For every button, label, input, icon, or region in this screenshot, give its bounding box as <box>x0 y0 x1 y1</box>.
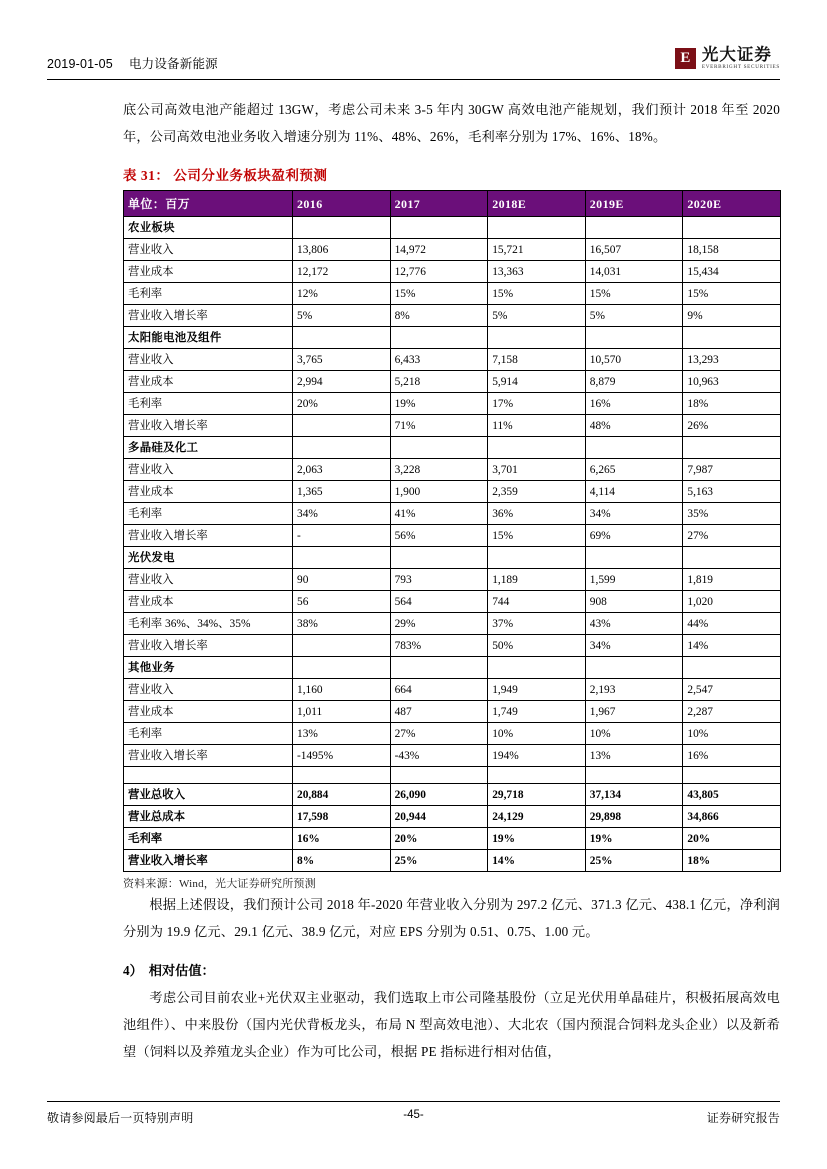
table-cell: 2,547 <box>683 679 781 701</box>
table-row-label: 多晶硅及化工 <box>124 437 293 459</box>
table-row-label: 农业板块 <box>124 217 293 239</box>
table-cell: 8% <box>390 305 488 327</box>
table-row-label: 毛利率 <box>124 828 293 850</box>
table-cell: 41% <box>390 503 488 525</box>
table-cell: 29,718 <box>488 784 586 806</box>
table-row <box>124 635 781 657</box>
table-cell: 13% <box>585 745 683 767</box>
table-cell: 7,158 <box>488 349 586 371</box>
segment-forecast-table <box>123 190 781 872</box>
table-cell: 3,228 <box>390 459 488 481</box>
table-cell: 37% <box>488 613 586 635</box>
table-row-label: 营业成本 <box>124 701 293 723</box>
table-cell <box>293 657 391 679</box>
table-cell: 38% <box>293 613 391 635</box>
subsection-number: 4） <box>123 963 143 978</box>
table-cell: 5,914 <box>488 371 586 393</box>
table-cell <box>585 657 683 679</box>
table-cell: 20,944 <box>390 806 488 828</box>
table-cell: 9% <box>683 305 781 327</box>
table-cell: 20% <box>390 828 488 850</box>
table-cell: 10% <box>683 723 781 745</box>
table-row-label: 营业收入 <box>124 349 293 371</box>
table-cell: 43,805 <box>683 784 781 806</box>
table-cell: 13% <box>293 723 391 745</box>
table-row-label: 毛利率 <box>124 503 293 525</box>
table-source-note: 资料来源：Wind，光大证券研究所预测 <box>123 878 316 890</box>
table-row-label: 营业收入 <box>124 569 293 591</box>
table-cell: 15% <box>390 283 488 305</box>
table-cell: 34% <box>293 503 391 525</box>
table-cell: 14% <box>683 635 781 657</box>
table-cell: 10,963 <box>683 371 781 393</box>
table-cell: 12% <box>293 283 391 305</box>
table-row <box>124 327 781 349</box>
table-cell: 71% <box>390 415 488 437</box>
table-cell: 1,160 <box>293 679 391 701</box>
table-cell: -43% <box>390 745 488 767</box>
table-cell <box>293 415 391 437</box>
table-cell: 34,866 <box>683 806 781 828</box>
table-row <box>124 217 781 239</box>
header-date: 2019-01-05 <box>47 57 113 71</box>
table-row <box>124 613 781 635</box>
table-cell: 6,433 <box>390 349 488 371</box>
table-cell <box>488 767 586 784</box>
table-cell: 2,287 <box>683 701 781 723</box>
table-cell: 25% <box>390 850 488 872</box>
table-row <box>124 723 781 745</box>
table-cell: 7,987 <box>683 459 781 481</box>
table-row <box>124 459 781 481</box>
table-cell <box>390 327 488 349</box>
table-cell <box>683 327 781 349</box>
page-content <box>123 96 780 1067</box>
table-row <box>124 481 781 503</box>
table-row <box>124 657 781 679</box>
table-cell: 26% <box>683 415 781 437</box>
table-cell: 664 <box>390 679 488 701</box>
table-cell <box>293 547 391 569</box>
table-row <box>124 415 781 437</box>
table-row <box>124 679 781 701</box>
table-cell: 34% <box>585 635 683 657</box>
table-cell: 29,898 <box>585 806 683 828</box>
table-cell: 1,365 <box>293 481 391 503</box>
table-cell: 6,265 <box>585 459 683 481</box>
table-cell <box>390 767 488 784</box>
table-cell: 15% <box>488 283 586 305</box>
header-sector: 电力设备新能源 <box>128 57 218 71</box>
table-row-label <box>124 767 293 784</box>
table-cell: 56% <box>390 525 488 547</box>
table-cell: 36% <box>488 503 586 525</box>
table-cell: 37,134 <box>585 784 683 806</box>
table-row-label: 太阳能电池及组件 <box>124 327 293 349</box>
table-cell: 16,507 <box>585 239 683 261</box>
table-cell: 20% <box>293 393 391 415</box>
table-header-cell: 2018E <box>488 191 586 217</box>
table-cell: 783% <box>390 635 488 657</box>
table-row <box>124 767 781 784</box>
table-cell: 69% <box>585 525 683 547</box>
table-cell: 12,776 <box>390 261 488 283</box>
table-cell <box>488 327 586 349</box>
table-row <box>124 745 781 767</box>
footer-report-type: 证券研究报告 <box>706 1111 780 1125</box>
table-cell: 27% <box>390 723 488 745</box>
header-divider <box>47 79 780 80</box>
table-cell: 16% <box>293 828 391 850</box>
table-cell: 13,806 <box>293 239 391 261</box>
table-cell: 1,967 <box>585 701 683 723</box>
table-row <box>124 806 781 828</box>
table-cell <box>585 437 683 459</box>
header-left-text <box>47 54 218 72</box>
table-row-label: 营业收入增长率 <box>124 745 293 767</box>
table-cell: 194% <box>488 745 586 767</box>
exhibit-caption: 公司分业务板块盈利预测 <box>173 168 328 183</box>
table-cell <box>683 657 781 679</box>
table-row-label: 营业收入 <box>124 459 293 481</box>
footer-divider <box>47 1101 780 1102</box>
table-row <box>124 305 781 327</box>
table-cell: 1,599 <box>585 569 683 591</box>
table-cell: 12,172 <box>293 261 391 283</box>
table-row-label: 其他业务 <box>124 657 293 679</box>
table-row <box>124 393 781 415</box>
paragraph-forecast-summary: 根据上述假设，我们预计公司 2018 年-2020 年营业收入分别为 297.2 亿元、371.3 亿元、438.1 亿元，净利润分别为 19.9 亿元、29.1 亿元、38.9 亿元，对应 EPS 分别为 0.51、0.75、1.00 元。 <box>123 897 780 939</box>
table-cell <box>293 327 391 349</box>
table-cell: 18,158 <box>683 239 781 261</box>
table-cell: 1,189 <box>488 569 586 591</box>
table-cell: 19% <box>390 393 488 415</box>
table-cell: 13,293 <box>683 349 781 371</box>
footer-page-number: -45- <box>403 1109 424 1121</box>
table-cell <box>390 217 488 239</box>
table-cell <box>585 767 683 784</box>
paragraph-assumptions: 底公司高效电池产能超过 13GW，考虑公司未来 3-5 年内 30GW 高效电池产能规划，我们预计 2018 年至 2020 年，公司高效电池业务收入增速分别为 11%、48%、26%，毛利率分别为 17%、16%、18%。 <box>123 102 780 144</box>
table-cell: 14,031 <box>585 261 683 283</box>
table-cell: -1495% <box>293 745 391 767</box>
table-cell: 24,129 <box>488 806 586 828</box>
table-cell <box>488 547 586 569</box>
table-row-label: 营业收入增长率 <box>124 635 293 657</box>
table-cell: 20,884 <box>293 784 391 806</box>
table-header-cell: 2016 <box>293 191 391 217</box>
table-cell: 5% <box>488 305 586 327</box>
exhibit-title <box>123 164 780 184</box>
table-cell: 2,193 <box>585 679 683 701</box>
table-cell: 29% <box>390 613 488 635</box>
table-row <box>124 437 781 459</box>
table-cell: 5,218 <box>390 371 488 393</box>
page-header <box>47 45 780 86</box>
table-cell: 14,972 <box>390 239 488 261</box>
table-cell: 15% <box>683 283 781 305</box>
table-cell <box>585 217 683 239</box>
logo-chinese-name: 光大证券 <box>701 45 772 64</box>
table-cell <box>293 767 391 784</box>
table-cell: 1,749 <box>488 701 586 723</box>
table-cell: 16% <box>585 393 683 415</box>
table-cell: 14% <box>488 850 586 872</box>
table-cell: 1,949 <box>488 679 586 701</box>
table-cell: 2,359 <box>488 481 586 503</box>
table-row-label: 毛利率 <box>124 393 293 415</box>
table-cell: 1,011 <box>293 701 391 723</box>
table-row <box>124 850 781 872</box>
table-cell: 90 <box>293 569 391 591</box>
table-body <box>124 217 781 872</box>
table-cell: 4,114 <box>585 481 683 503</box>
table-cell: 25% <box>585 850 683 872</box>
table-cell: 8% <box>293 850 391 872</box>
table-row <box>124 503 781 525</box>
table-cell <box>683 767 781 784</box>
table-header-row <box>124 191 781 217</box>
table-row-label: 毛利率 <box>124 723 293 745</box>
table-row <box>124 784 781 806</box>
table-cell <box>488 657 586 679</box>
page-footer <box>47 1101 780 1131</box>
table-cell: 17,598 <box>293 806 391 828</box>
table-cell: 15,721 <box>488 239 586 261</box>
subsection-heading <box>123 957 780 984</box>
table-row <box>124 371 781 393</box>
table-cell: 19% <box>488 828 586 850</box>
table-row <box>124 261 781 283</box>
table-row <box>124 591 781 613</box>
table-cell: 10% <box>585 723 683 745</box>
table-header-cell: 2020E <box>683 191 781 217</box>
logo-text <box>702 46 780 71</box>
table-cell: 3,765 <box>293 349 391 371</box>
table-row-label: 营业收入增长率 <box>124 305 293 327</box>
table-row-label: 毛利率 36%、34%、35% <box>124 613 293 635</box>
table-cell: 1,020 <box>683 591 781 613</box>
table-cell: 10% <box>488 723 586 745</box>
table-cell: 26,090 <box>390 784 488 806</box>
table-cell <box>585 547 683 569</box>
table-cell: 3,701 <box>488 459 586 481</box>
table-cell: 15% <box>488 525 586 547</box>
table-row <box>124 569 781 591</box>
footer-disclaimer: 敬请参阅最后一页特别声明 <box>47 1111 194 1125</box>
table-row-label: 营业成本 <box>124 371 293 393</box>
table-cell: 2,063 <box>293 459 391 481</box>
table-cell: 5,163 <box>683 481 781 503</box>
table-header-cell: 2019E <box>585 191 683 217</box>
table-row-label: 营业收入增长率 <box>124 850 293 872</box>
table-cell: 10,570 <box>585 349 683 371</box>
table-cell <box>683 217 781 239</box>
table-row <box>124 547 781 569</box>
table-header-cell: 单位：百万 <box>124 191 293 217</box>
table-cell: 56 <box>293 591 391 613</box>
table-cell <box>683 547 781 569</box>
table-cell: 44% <box>683 613 781 635</box>
table-row-label: 营业总收入 <box>124 784 293 806</box>
table-cell: 487 <box>390 701 488 723</box>
table-cell <box>390 547 488 569</box>
table-row <box>124 239 781 261</box>
table-row <box>124 283 781 305</box>
table-cell: 2,994 <box>293 371 391 393</box>
table-row-label: 营业成本 <box>124 261 293 283</box>
table-row-label: 营业收入 <box>124 679 293 701</box>
table-cell <box>293 635 391 657</box>
table-row <box>124 701 781 723</box>
table-cell: 13,363 <box>488 261 586 283</box>
table-cell: 908 <box>585 591 683 613</box>
table-cell: 43% <box>585 613 683 635</box>
table-cell: 8,879 <box>585 371 683 393</box>
table-row <box>124 828 781 850</box>
table-cell: 11% <box>488 415 586 437</box>
logo-mark-icon: E <box>675 48 696 69</box>
table-cell: 564 <box>390 591 488 613</box>
table-header-cell: 2017 <box>390 191 488 217</box>
table-cell <box>293 437 391 459</box>
table-cell: 18% <box>683 393 781 415</box>
table-cell: 20% <box>683 828 781 850</box>
table-cell: 50% <box>488 635 586 657</box>
table-cell: 16% <box>683 745 781 767</box>
table-cell: 48% <box>585 415 683 437</box>
table-cell <box>585 327 683 349</box>
table-cell: 5% <box>585 305 683 327</box>
table-cell: 744 <box>488 591 586 613</box>
table-row-label: 营业收入增长率 <box>124 525 293 547</box>
everbright-securities-logo <box>675 46 780 71</box>
table-cell: 793 <box>390 569 488 591</box>
table-cell: 34% <box>585 503 683 525</box>
table-cell <box>390 437 488 459</box>
exhibit-number: 表 31： <box>123 168 170 183</box>
table-cell: - <box>293 525 391 547</box>
table-cell <box>683 437 781 459</box>
paragraph-relative-valuation: 考虑公司目前农业+光伏双主业驱动，我们选取上市公司隆基股份（立足光伏用单晶硅片，积极拓展高效电池组件）、中来股份（国内光伏背板龙头，布局 N 型高效电池）、大北农（国内预混合饲料龙头企业）以及新希望（饲料以及养殖龙头企业）作为可比公司，根据 PE 指标进行相对估值， <box>123 990 780 1059</box>
table-row-label: 营业收入 <box>124 239 293 261</box>
table-row <box>124 525 781 547</box>
table-cell: 17% <box>488 393 586 415</box>
table-cell: 15% <box>585 283 683 305</box>
subsection-title: 相对估值： <box>148 963 215 978</box>
table-cell: 35% <box>683 503 781 525</box>
table-cell: 18% <box>683 850 781 872</box>
table-cell: 19% <box>585 828 683 850</box>
table-row-label: 营业总成本 <box>124 806 293 828</box>
table-cell: 1,819 <box>683 569 781 591</box>
table-cell <box>293 217 391 239</box>
table-row-label: 毛利率 <box>124 283 293 305</box>
table-row-label: 光伏发电 <box>124 547 293 569</box>
logo-english-name: EVERBRIGHT SECURITIES <box>701 64 780 71</box>
table-cell: 1,900 <box>390 481 488 503</box>
table-cell <box>488 437 586 459</box>
table-cell: 27% <box>683 525 781 547</box>
table-cell <box>488 217 586 239</box>
table-row-label: 营业成本 <box>124 481 293 503</box>
table-cell: 15,434 <box>683 261 781 283</box>
table-cell <box>390 657 488 679</box>
table-row <box>124 349 781 371</box>
table-cell: 5% <box>293 305 391 327</box>
table-row-label: 营业成本 <box>124 591 293 613</box>
table-row-label: 营业收入增长率 <box>124 415 293 437</box>
